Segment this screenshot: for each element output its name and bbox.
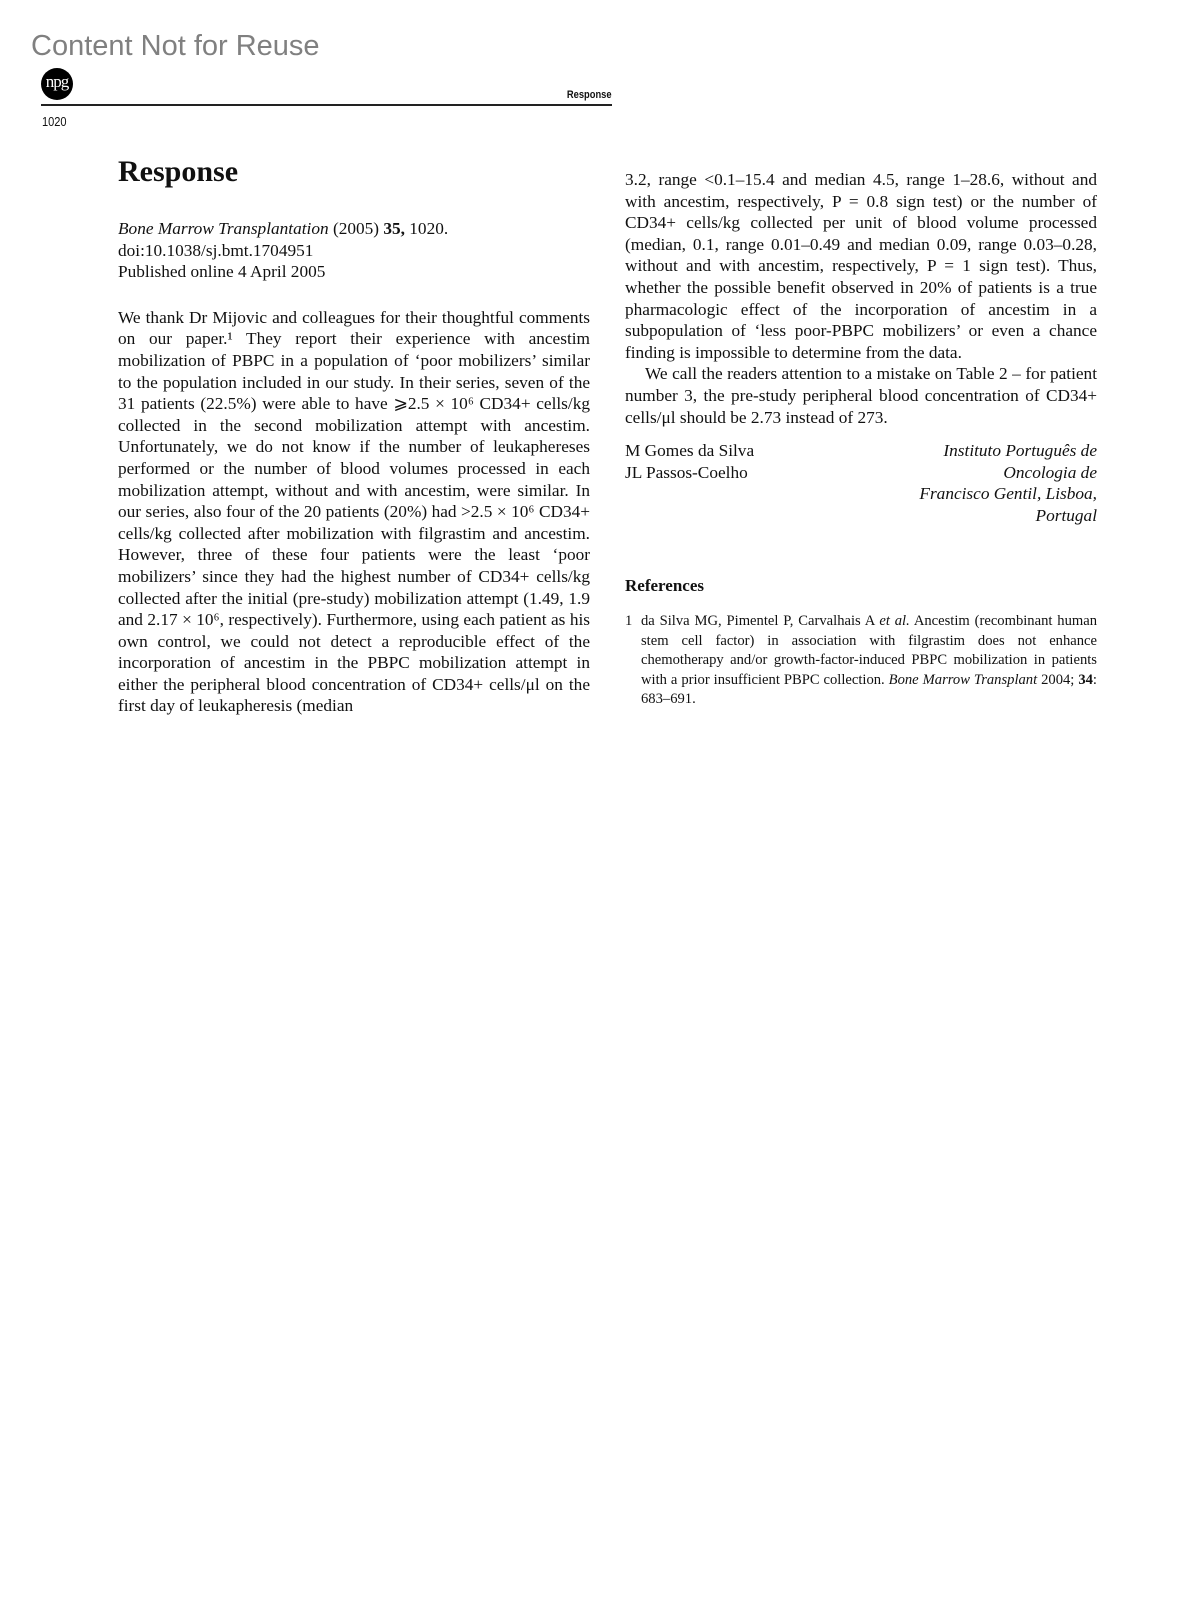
watermark: Content Not for Reuse bbox=[31, 30, 320, 62]
reference-pages: : 683–691. bbox=[641, 671, 1097, 708]
volume: 35, bbox=[383, 219, 405, 238]
signature-block bbox=[625, 440, 1097, 526]
reference-year: 2004; bbox=[1037, 671, 1079, 688]
reference-volume: 34 bbox=[1078, 671, 1093, 688]
body-paragraph-1: We thank Dr Mijovic and colleagues for their thoughtful comments on our paper.¹ They report their experience with ancestim mobilization of PBPC in a population of ‘poor mobilizers’ similar to the population included in our study. In their series, seven of the 31 patients (22.5%) were able to have ⩾2.5 × 10⁶ CD34+ cells/kg collected in the second mobilization attempt with ancestim. Unfortunately, we do not know if the number of leukaphereses performed or the number of blood volumes processed in each mobilization attempt, without and with ancestim, were similar. In our series, also four of the 20 patients (20%) had >2.5 × 10⁶ CD34+ cells/kg collected after mobilization with filgrastim and ancestim. However, three of these four patients were the least ‘poor mobilizers’ since they had the highest number of CD34+ cells/kg collected after the initial (pre-study) mobilization attempt (1.49, 1.9 and 2.17 × 10⁶, respectively). Furthermore, using each patient as his own control, we could not detect a reproducible effect of the incorporation of ancestim in the PBPC mobilization attempt in either the peripheral blood concentration of CD34+ cells/μl on the first day of leukapheresis (median bbox=[118, 307, 590, 716]
body-paragraph-1-continued: 3.2, range <0.1–15.4 and median 4.5, range 1–28.6, without and with ancestim, respectively, P = 0.8 sign test) or the number of CD34+ cells/kg collected per unit of blood volume processed (median, 0.1, range 0.01–0.49 and median 0.09, range 0.03–0.28, without and with ancestim, respectively, P = 1 sign test). Thus, whether the possible benefit observed in 20% of patients is a true pharmacologic effect of the incorporation of ancestim in a subpopulation of ‘less poor-PBPC mobilizers’ or even a chance finding is impossible to determine from the data. bbox=[625, 170, 1097, 362]
reference-etal: et al. bbox=[879, 613, 910, 630]
author: JL Passos-Coelho bbox=[625, 462, 748, 482]
references-heading: References bbox=[625, 575, 704, 595]
right-column bbox=[625, 169, 1097, 710]
reference-title: Ancestim (recombinant human stem cell factor) in association with filgrastim does not enhance chemotherapy and/or growth-factor-induced PBPC mobilization in patients with a prior insufficient PBPC collection. bbox=[641, 613, 1098, 688]
left-column bbox=[118, 150, 590, 717]
authors bbox=[625, 440, 754, 526]
affiliation bbox=[919, 440, 1097, 526]
journal-name: Bone Marrow Transplantation bbox=[118, 219, 329, 238]
affiliation-line: Francisco Gentil, Lisboa, bbox=[919, 484, 1097, 504]
published-date: Published online 4 April 2005 bbox=[118, 262, 326, 282]
npg-logo: npg bbox=[41, 68, 73, 100]
affiliation-line: Instituto Português de bbox=[943, 441, 1097, 461]
author: M Gomes da Silva bbox=[625, 441, 755, 461]
page: 1020. bbox=[409, 219, 449, 238]
header-rule bbox=[41, 104, 612, 106]
doi[interactable]: doi:10.1038/sj.bmt.1704951 bbox=[118, 240, 314, 260]
running-head: Response bbox=[567, 89, 612, 101]
reference-journal: Bone Marrow Transplant bbox=[888, 671, 1038, 688]
citation bbox=[118, 218, 590, 283]
reference-number: 1 bbox=[625, 613, 633, 630]
page-number: 1020 bbox=[42, 114, 67, 129]
article-title: Response bbox=[118, 155, 239, 188]
affiliation-line: Oncologia de bbox=[1003, 462, 1097, 482]
affiliation-line: Portugal bbox=[1035, 505, 1097, 525]
year: (2005) bbox=[332, 219, 380, 238]
reference-authors: da Silva MG, Pimentel P, Carvalhais A bbox=[641, 613, 880, 630]
reference-item bbox=[625, 612, 1097, 710]
body-paragraph-2: We call the readers attention to a mistake on Table 2 – for patient number 3, the pre-study peripheral blood concentration of CD34+ cells/μl should be 2.73 instead of 273. bbox=[625, 364, 1097, 427]
